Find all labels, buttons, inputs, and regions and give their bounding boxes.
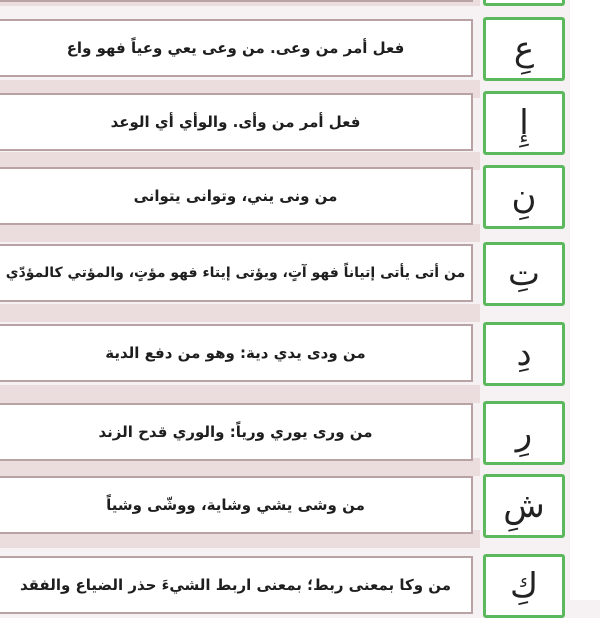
letter-box: رِ: [483, 401, 565, 465]
table-row: [0, 476, 600, 538]
separator-stripe: [0, 304, 480, 322]
table-row: [0, 324, 600, 386]
table-row: [0, 167, 600, 229]
definition-text: من وشى يشي وشاية، ووشّى وشياً: [0, 476, 473, 534]
table-row: [0, 556, 600, 618]
letter-box: دِ: [483, 322, 565, 386]
letter-box: كِ: [483, 554, 565, 618]
definition-text: من ورى يوري ورياً: والوري قدح الزند: [0, 403, 473, 461]
definition-text: فعل أمر من وعى. من وعى يعي وعياً فهو واع: [0, 19, 473, 77]
letter-box: [483, 0, 565, 6]
table-row: [0, 403, 600, 465]
separator-stripe: [0, 385, 480, 403]
definition-text: [0, 0, 473, 2]
table-row: [0, 244, 600, 306]
letter-box: إِ: [483, 91, 565, 155]
definition-text: من ونى يني، وتوانى يتوانى: [0, 167, 473, 225]
table-row: [0, 0, 600, 6]
definition-text: من أتى يأتى إتياناً فهو آتٍ، ويؤتى إيتاء فهو مؤتٍ، والمؤتي كالمؤدّي: [0, 244, 473, 302]
letter-box: شِ: [483, 474, 565, 538]
table-row: [0, 19, 600, 81]
letter-box: نِ: [483, 165, 565, 229]
definition-text: من وكا بمعنى ربط؛ بمعنى اربط الشيءَ حذر الضياع والفقد: [0, 556, 473, 614]
letter-box: تِ: [483, 242, 565, 306]
table-row: [0, 93, 600, 155]
definition-text: فعل أمر من وأى. والوأي أي الوعد: [0, 93, 473, 151]
definition-text: من ودى يدي دية: وهو من دفع الدية: [0, 324, 473, 382]
letter-box: عِ: [483, 17, 565, 81]
